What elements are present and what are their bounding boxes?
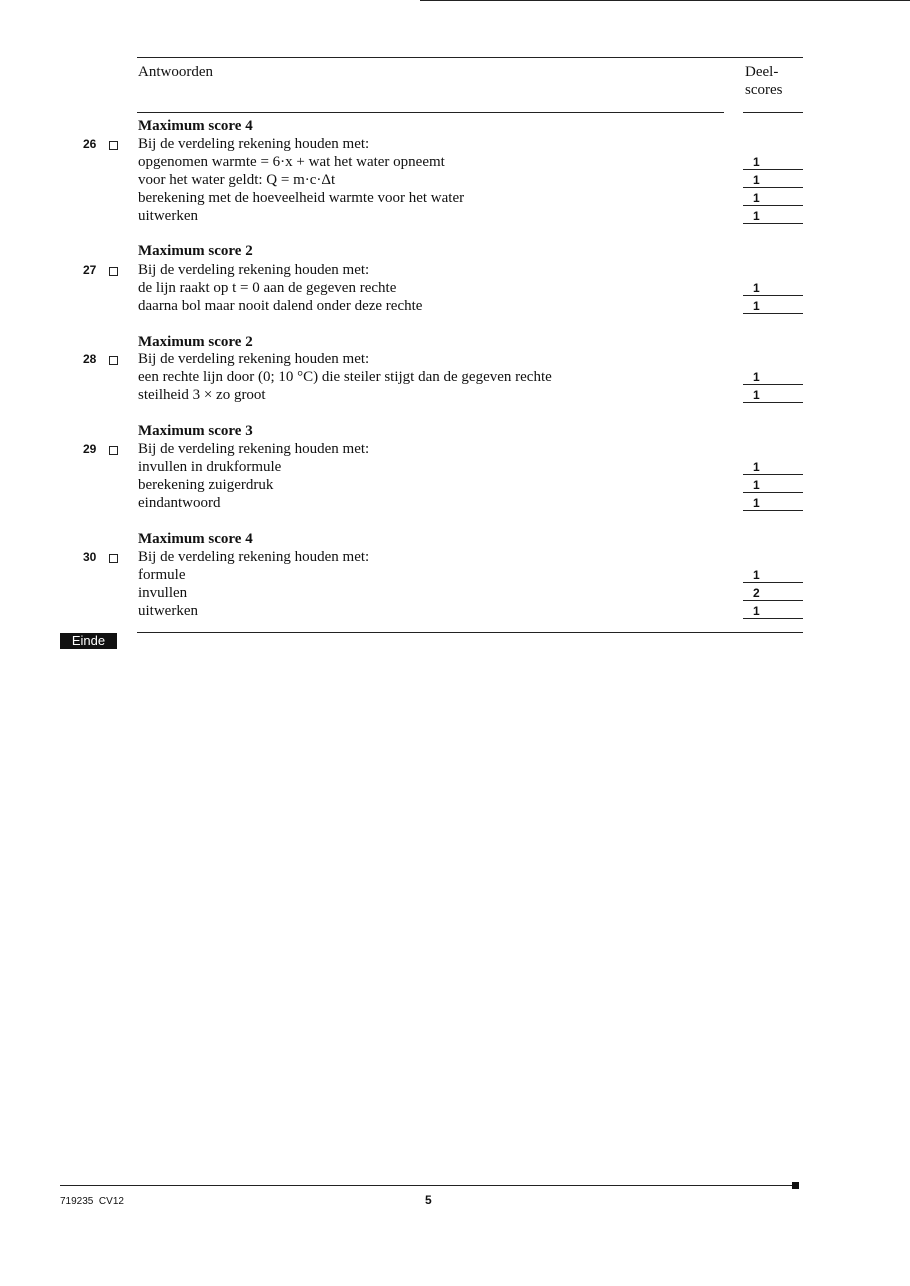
scoring-intro: Bij de verdeling rekening houden met: [138, 351, 370, 367]
checkbox-icon [109, 356, 118, 365]
scoring-item: berekening met de hoeveelheid warmte voor het water [138, 190, 465, 206]
item-score: 1 [743, 496, 803, 511]
scoring-intro: Bij de verdeling rekening houden met: [138, 136, 370, 152]
end-rule [137, 632, 803, 633]
header-bottom-rule [137, 112, 724, 113]
item-score: 1 [743, 478, 803, 493]
scoring-item: de lijn raakt op t = 0 aan de gegeven rechte [138, 280, 397, 296]
scoring-item: invullen [138, 585, 188, 601]
item-score: 1 [743, 191, 803, 206]
item-score: 1 [743, 388, 803, 403]
end-label: Einde [60, 633, 117, 649]
max-score-label: Maximum score 2 [138, 243, 253, 259]
question-number: 29 [83, 442, 97, 456]
partial-scores-heading-line1: Deel- [745, 64, 779, 80]
checkbox-icon [109, 267, 118, 276]
item-score: 1 [743, 460, 803, 475]
item-score: 1 [743, 173, 803, 188]
scoring-item: berekening zuigerdruk [138, 477, 274, 493]
scoring-item: uitwerken [138, 208, 198, 224]
question-number: 28 [83, 352, 97, 366]
scoring-intro: Bij de verdeling rekening houden met: [138, 441, 370, 457]
header-top-rule [137, 57, 803, 58]
scoring-item: formule [138, 567, 186, 583]
item-score: 1 [743, 155, 803, 170]
max-score-label: Maximum score 3 [138, 423, 253, 439]
item-score: 1 [743, 299, 803, 314]
item-score: 1 [743, 568, 803, 583]
checkbox-icon [109, 446, 118, 455]
scoring-item: daarna bol maar nooit dalend onder deze rechte [138, 298, 423, 314]
scoring-item: steilheid 3 × zo groot [138, 387, 266, 403]
max-score-label: Maximum score 2 [138, 334, 253, 350]
scoring-item: uitwerken [138, 603, 198, 619]
page-number: 5 [425, 1193, 432, 1207]
footer-rule [60, 1185, 797, 1186]
scoring-item: invullen in drukformule [138, 459, 282, 475]
top-edge-rule [420, 0, 910, 1]
scoring-item: een rechte lijn door (0; 10 °C) die steiler stijgt dan de gegeven rechte [138, 369, 552, 385]
answers-title: Antwoorden [138, 64, 213, 80]
item-score: 2 [743, 586, 803, 601]
item-score: 1 [743, 370, 803, 385]
scoring-item: eindantwoord [138, 495, 221, 511]
partial-scores-heading-line2: scores [745, 82, 783, 98]
max-score-label: Maximum score 4 [138, 118, 253, 134]
max-score-label: Maximum score 4 [138, 531, 253, 547]
item-score: 1 [743, 604, 803, 619]
scoring-item: opgenomen warmte = 6·x + wat het water opneemt [138, 154, 445, 170]
question-number: 27 [83, 263, 97, 277]
question-number: 26 [83, 137, 97, 151]
header-bottom-rule-scores [743, 112, 803, 113]
item-score: 1 [743, 281, 803, 296]
item-score: 1 [743, 209, 803, 224]
checkbox-icon [109, 141, 118, 150]
question-number: 30 [83, 550, 97, 564]
scoring-intro: Bij de verdeling rekening houden met: [138, 262, 370, 278]
scoring-intro: Bij de verdeling rekening houden met: [138, 549, 370, 565]
scoring-item: voor het water geldt: Q = m·c·Δt [138, 172, 336, 188]
footer-end-marker [792, 1182, 799, 1189]
document-code: 719235 CV12 [60, 1196, 124, 1207]
checkbox-icon [109, 554, 118, 563]
